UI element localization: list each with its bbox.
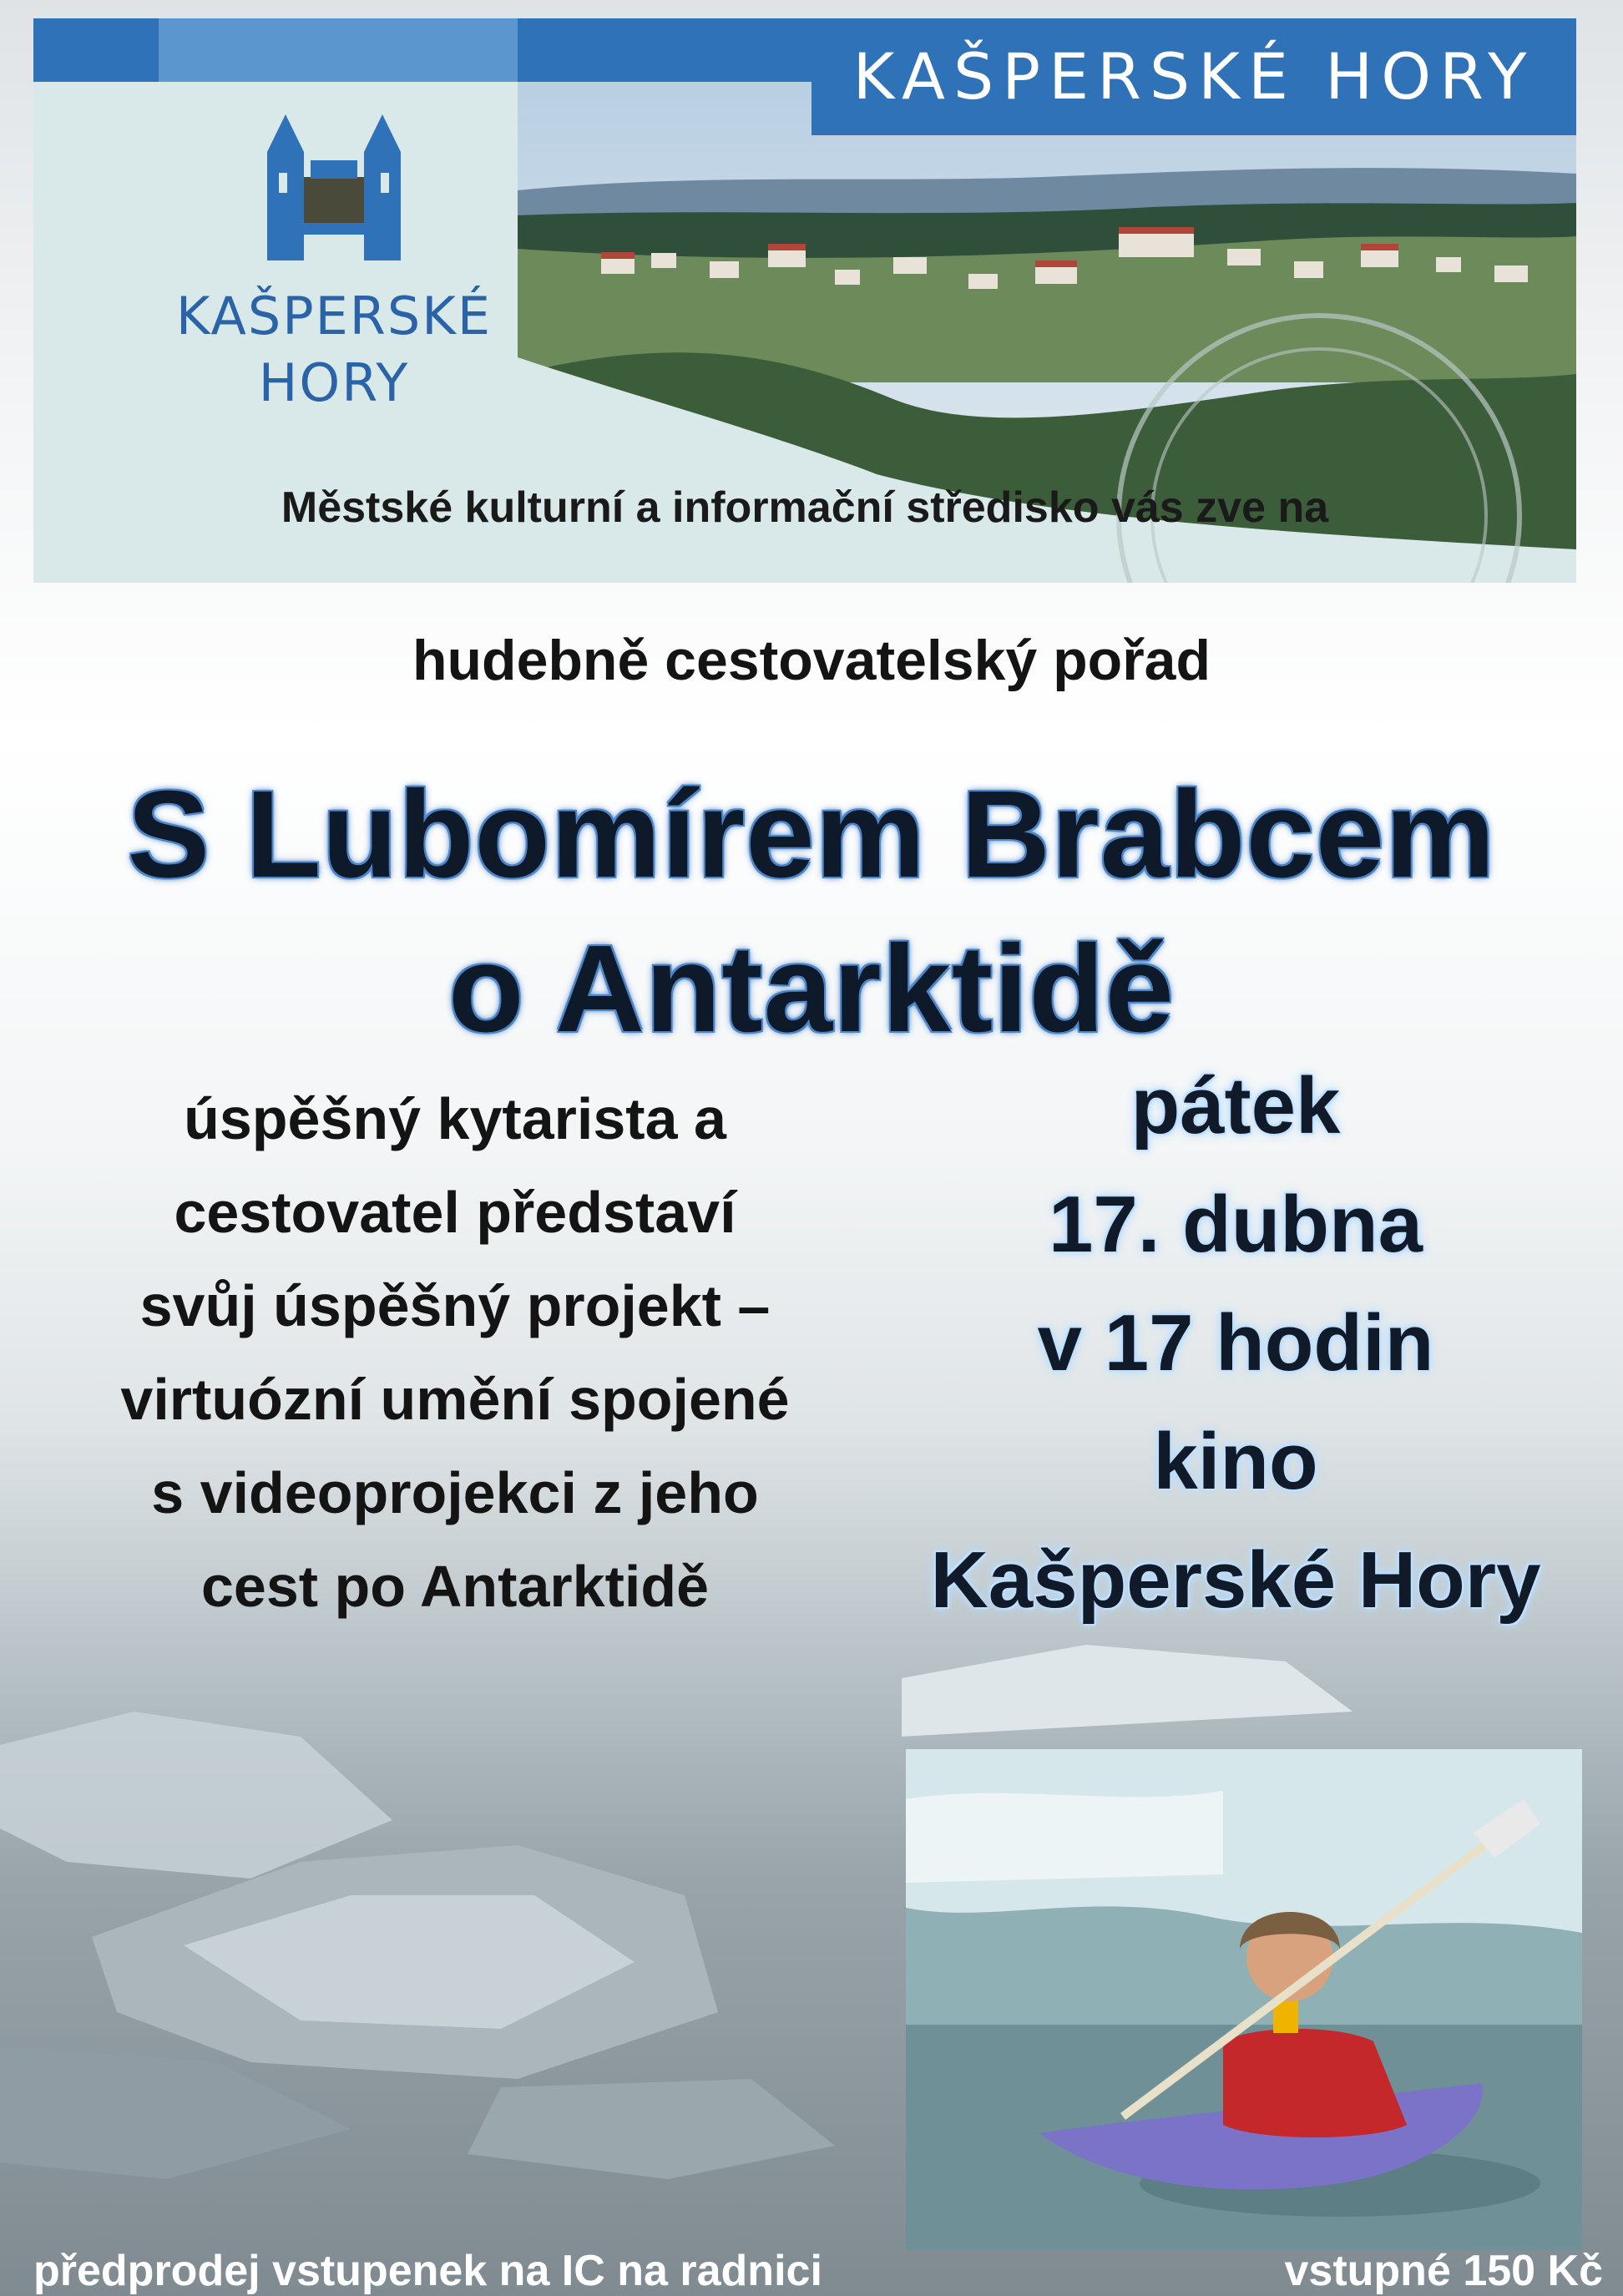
event-title: S Lubomírem Brabcem [127, 766, 1496, 903]
logo-text: HORY [258, 352, 410, 413]
event-schedule-line: kino [1153, 1417, 1318, 1506]
logo-text: KAŠPERSKÉ [175, 286, 493, 346]
event-title: o Antarktidě [448, 920, 1175, 1058]
event-schedule-line: v 17 hodin [1037, 1298, 1434, 1388]
description-line: s videoprojekci z jeho [151, 1460, 759, 1525]
presale-info: předprodej vstupenek na IC na radnici [33, 2247, 822, 2295]
header-stripe [159, 18, 518, 82]
castle-towers-logo-icon [259, 114, 409, 260]
admission-price: vstupné 150 Kč [1284, 2247, 1603, 2295]
event-schedule-line: pátek [1130, 1061, 1341, 1151]
description-line: virtuózní umění spojené [120, 1367, 790, 1432]
header-stripe [33, 18, 159, 82]
event-schedule-line: Kašperské Hory [930, 1535, 1541, 1625]
event-subtitle: hudebně cestovatelský pořad [412, 629, 1211, 692]
town-title: KAŠPERSKÉ HORY [852, 39, 1535, 114]
kayaker-photo [906, 1749, 1582, 2250]
description-line: cest po Antarktidě [200, 1554, 710, 1619]
description-line: úspěšný kytarista a [184, 1086, 726, 1151]
description-line: svůj úspěšný projekt – [139, 1273, 771, 1338]
event-schedule-line: 17. dubna [1048, 1180, 1423, 1269]
description-line: cestovatel představí [174, 1180, 736, 1245]
invitation-text: Městské kulturní a informační středisko vás zve na [281, 483, 1329, 532]
